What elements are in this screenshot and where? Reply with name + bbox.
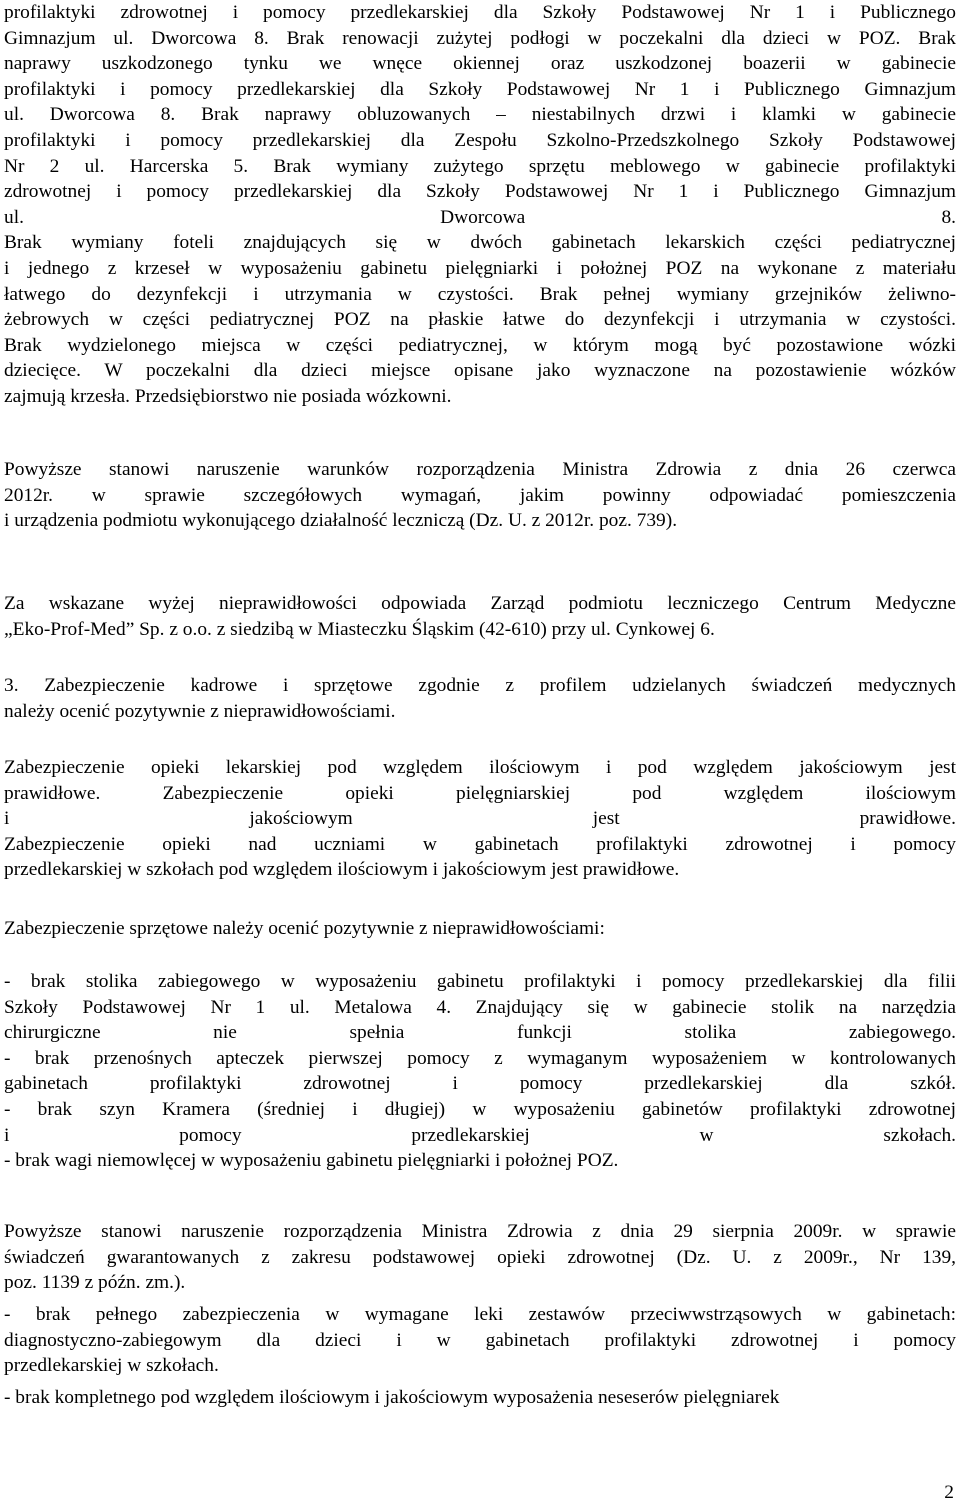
text-line: „Eko-Prof-Med” Sp. z o.o. z siedzibą w Miasteczku Śląskim (42-610) przy ul. Cynkowej 6. (4, 618, 715, 640)
text-line: profilaktyki i pomocy przedlekarskiej dla Szkoły Podstawowej Nr 1 i Publicznego Gimnazjum (4, 78, 956, 100)
text-line: - brak przenośnych apteczek pierwszej pomocy z wymaganym wyposażeniem w kontrolowanych (4, 1047, 956, 1069)
text-line: i urządzenia podmiotu wykonującego działalność leczniczą (Dz. U. z 2012r. poz. 739). (4, 510, 678, 532)
paragraph-responsible-party (4, 591, 956, 642)
text-line: 3. Zabezpieczenie kadrowe i sprzętowe zgodnie z profilem udzielanych świadczeń medycznych (4, 675, 956, 696)
paragraph-regulation-2009 (4, 1219, 956, 1296)
text-line: - brak wagi niemowlęcej w wyposażeniu gabinetu pielęgniarki i położnej POZ. (4, 1150, 619, 1172)
text-line: Zabezpieczenie opieki nad uczniami w gabinetach profilaktyki zdrowotnej i pomocy (4, 833, 956, 855)
text-line: żebrowych w części pediatrycznej POZ na płaskie łatwe do dezynfekcji i utrzymania w czystości. (4, 309, 956, 331)
paragraph-staffing-assessment (4, 755, 956, 883)
text-line: Powyższe stanowi naruszenie rozporządzenia Ministra Zdrowia z dnia 29 sierpnia 2009r. w sprawie (4, 1221, 956, 1242)
text-line: świadczeń gwarantowanych z zakresu podstawowej opieki zdrowotnej (Dz. U. z 2009r., Nr 139, (4, 1246, 956, 1268)
text-line: należy ocenić pozytywnie z nieprawidłowościami. (4, 700, 396, 722)
text-line: - brak szyn Kramera (średniej i długiej) w wyposażeniu gabinetów profilaktyki zdrowotnej (4, 1098, 956, 1120)
text-line: chirurgiczne nie spełnia funkcji stolika zabiegowego. (4, 1022, 956, 1044)
text-line: zdrowotnej i pomocy przedlekarskiej dla Szkoły Podstawowej Nr 1 i Publicznego Gimnazjum (4, 181, 956, 203)
text-line: ul. Dworcowa 8. Brak naprawy obluzowanych – niestabilnych drzwi i klamki w gabinecie (4, 104, 956, 126)
text-line: diagnostyczno-zabiegowym dla dzieci i w gabinetach profilaktyki zdrowotnej i pomocy (4, 1329, 956, 1351)
list-equipment-deficiencies (4, 969, 956, 1174)
text-line: ul. Dworcowa 8. (4, 206, 956, 228)
text-line: prawidłowe. Zabezpieczenie opieki pielęgniarskiej pod względem ilościowym (4, 782, 956, 804)
text-line: Za wskazane wyżej nieprawidłowości odpowiada Zarząd podmiotu leczniczego Centrum Medyczne (4, 593, 956, 614)
text-line: Zabezpieczenie opieki lekarskiej pod względem ilościowym i pod względem jakościowym jest (4, 757, 956, 778)
text-line: - brak pełnego zabezpieczenia w wymagane leki zestawów przeciwwstrząsowych w gabinetach: (4, 1304, 956, 1325)
text-line: zajmują krzesła. Przedsiębiorstwo nie posiada wózkowni. (4, 385, 452, 407)
text-line: i pomocy przedlekarskiej w szkołach. (4, 1124, 956, 1146)
text-line: przedlekarskiej w szkołach. (4, 1355, 219, 1377)
text-line: - brak stolika zabiegowego w wyposażeniu gabinetu profilaktyki i pomocy przedlekarskiej dla filii (4, 971, 956, 992)
paragraph-regulation-2012 (4, 457, 956, 534)
paragraph-section-3-heading (4, 673, 956, 724)
text-line: Brak wymiany foteli znajdujących się w dwóch gabinetach lekarskich części pediatrycznej (4, 232, 956, 254)
text-line: i jednego z krzeseł w wyposażeniu gabinetu pielęgniarki i położnej POZ na wykonane z materiału (4, 257, 956, 279)
text-line: i jakościowym jest prawidłowe. (4, 808, 956, 830)
text-line: profilaktyki zdrowotnej i pomocy przedlekarskiej dla Szkoły Podstawowej Nr 1 i Publicznego (4, 2, 956, 23)
paragraph-deficiencies-renovation (4, 0, 956, 410)
page-number: 2 (944, 1482, 954, 1503)
list-nurse-bags (4, 1385, 956, 1411)
text-line: przedlekarskiej w szkołach pod względem ilościowym i jakościowym jest prawidłowe. (4, 859, 680, 881)
text-line: naprawy uszkodzonego tynku we wnęce okiennej oraz uszkodzonej boazerii w gabinecie (4, 53, 956, 75)
text-line: Nr 2 ul. Harcerska 5. Brak wymiany zużytego sprzętu meblowego w gabinecie profilaktyki (4, 155, 956, 177)
text-line: Brak wydzielonego miejsca w części pediatrycznej, w którym mogą być pozostawione wózki (4, 334, 956, 356)
text-line: dziecięce. W poczekalni dla dzieci miejsce opisane jako wyznaczone na pozostawienie wózków (4, 360, 956, 382)
text-line: poz. 1139 z późn. zm.). (4, 1272, 186, 1294)
text-line: Szkoły Podstawowej Nr 1 ul. Metalowa 4. Znajdujący się w gabinecie stolik na narzędzia (4, 996, 956, 1018)
text-line: 2012r. w sprawie szczegółowych wymagań, jakim powinny odpowiadać pomieszczenia (4, 484, 956, 506)
text-line: łatwego do dezynfekcji i utrzymania w czystości. Brak pełnej wymiany grzejników żeliwno- (4, 283, 956, 305)
text-line: Gimnazjum ul. Dworcowa 8. Brak renowacji zużytej podłogi w poczekalni dla dzieci w POZ. Brak (4, 27, 956, 49)
text-line: - brak kompletnego pod względem ilościowym i jakościowym wyposażenia neseserów pielęgniarek (4, 1387, 780, 1408)
text-line: gabinetach profilaktyki zdrowotnej i pomocy przedlekarskiej dla szkół. (4, 1073, 956, 1095)
text-line: Powyższe stanowi naruszenie warunków rozporządzenia Ministra Zdrowia z dnia 26 czerwca (4, 459, 956, 480)
text-line: profilaktyki i pomocy przedlekarskiej dla Zespołu Szkolno-Przedszkolnego Szkoły Podstawowej (4, 129, 956, 151)
text-line: Zabezpieczenie sprzętowe należy ocenić pozytywnie z nieprawidłowościami: (4, 918, 605, 939)
list-antishock-kits (4, 1302, 956, 1379)
paragraph-equipment-assessment (4, 916, 956, 942)
